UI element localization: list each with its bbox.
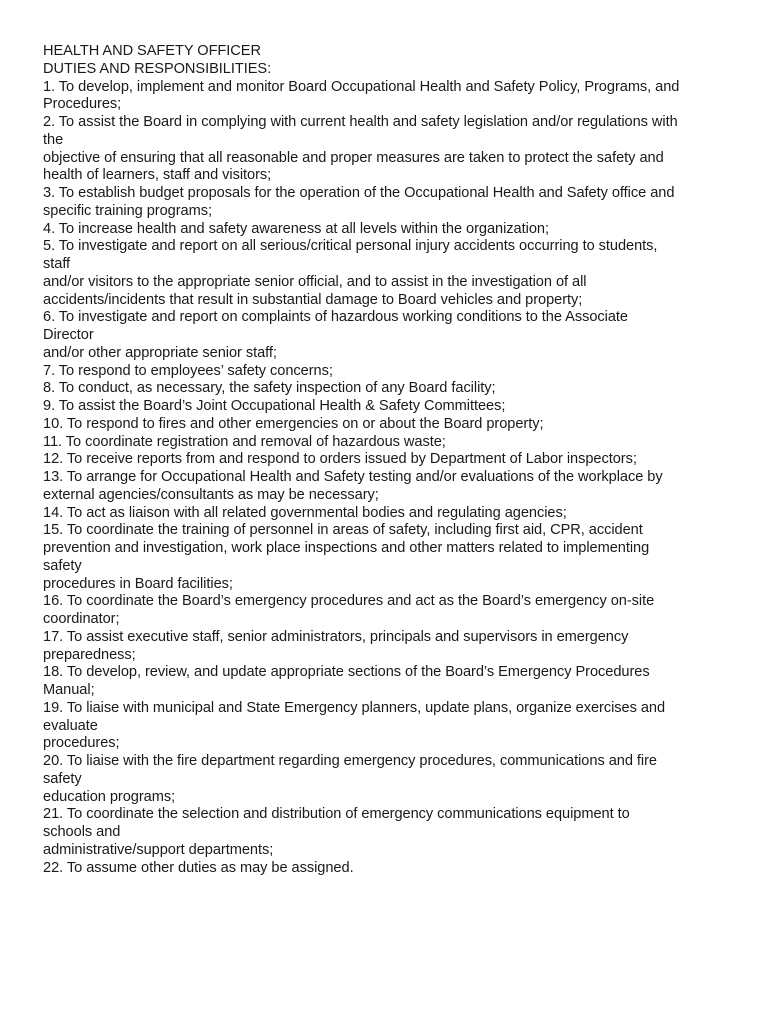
text-line: 2. To assist the Board in complying with current health and safety legislation and/or regulations with xyxy=(43,114,678,130)
text-line: accidents/incidents that result in substantial damage to Board vehicles and property; xyxy=(43,291,583,308)
text-line: 17. To assist executive staff, senior administrators, principals and supervisors in emergency xyxy=(43,628,629,645)
text-line: 8. To conduct, as necessary, the safety inspection of any Board facility; xyxy=(43,380,496,397)
text-line: 7. To respond to employees’ safety concerns; xyxy=(43,362,333,379)
document-body xyxy=(43,43,743,877)
text-line: 9. To assist the Board’s Joint Occupational Health & Safety Committees; xyxy=(43,398,506,414)
text-line: schools and xyxy=(43,824,121,840)
text-line: 22. To assume other duties as may be assigned. xyxy=(43,859,354,876)
text-line: 11. To coordinate registration and removal of hazardous waste; xyxy=(43,433,446,450)
text-line: and/or other appropriate senior staff; xyxy=(43,344,277,361)
text-line: Procedures; xyxy=(43,96,122,113)
text-line: health of learners, staff and visitors; xyxy=(43,167,272,184)
text-line: 13. To arrange for Occupational Health and Safety testing and/or evaluations of the workplace by xyxy=(43,469,663,485)
text-line: 4. To increase health and safety awareness at all levels within the organization; xyxy=(43,220,549,237)
text-line: procedures; xyxy=(43,735,120,752)
text-line: coordinator; xyxy=(43,611,120,627)
text-line: specific training programs; xyxy=(43,202,212,219)
text-line: preparedness; xyxy=(43,646,136,663)
text-line: external agencies/consultants as may be necessary; xyxy=(43,486,379,503)
text-line: and/or visitors to the appropriate senior official, and to assist in the investigation of all xyxy=(43,273,587,290)
text-line: 19. To liaise with municipal and State Emergency planners, update plans, organize exercises and xyxy=(43,699,666,716)
text-line: safety xyxy=(43,770,82,787)
text-line: 18. To develop, review, and update appropriate sections of the Board’s Emergency Procedures xyxy=(43,664,650,681)
text-line: 6. To investigate and report on complaints of hazardous working conditions to the Associate xyxy=(43,309,628,326)
text-line: procedures in Board facilities; xyxy=(43,575,233,592)
text-line: administrative/support departments; xyxy=(43,841,274,858)
text-line: 14. To act as liaison with all related governmental bodies and regulating agencies; xyxy=(43,504,567,521)
section-heading: DUTIES AND RESPONSIBILITIES: xyxy=(43,60,272,77)
text-line: education programs; xyxy=(43,788,176,805)
text-line: safety xyxy=(43,557,82,574)
text-line: 1. To develop, implement and monitor Board Occupational Health and Safety Policy, Programs, and xyxy=(43,78,680,95)
text-line: 3. To establish budget proposals for the operation of the Occupational Health and Safety office and xyxy=(43,185,675,201)
text-line: 16. To coordinate the Board’s emergency procedures and act as the Board’s emergency on-site xyxy=(43,593,655,610)
text-line: staff xyxy=(43,256,71,272)
text-line: 5. To investigate and report on all serious/critical personal injury accidents occurring to students, xyxy=(43,238,658,255)
text-line: objective of ensuring that all reasonable and proper measures are taken to protect the safety and xyxy=(43,149,664,166)
text-line: evaluate xyxy=(43,717,98,734)
text-line: 10. To respond to fires and other emergencies on or about the Board property; xyxy=(43,415,544,432)
text-line: Director xyxy=(43,327,94,343)
text-line: the xyxy=(43,131,64,148)
document-title: HEALTH AND SAFETY OFFICER xyxy=(43,43,261,59)
text-line: Manual; xyxy=(43,682,95,698)
text-line: 21. To coordinate the selection and distribution of emergency communications equipment to xyxy=(43,806,630,823)
text-line: prevention and investigation, work place inspections and other matters related to implementing xyxy=(43,540,650,556)
text-line: 12. To receive reports from and respond to orders issued by Department of Labor inspectors; xyxy=(43,451,637,468)
text-line: 20. To liaise with the fire department regarding emergency procedures, communications and fire xyxy=(43,753,657,769)
text-line: 15. To coordinate the training of personnel in areas of safety, including first aid, CPR, accident xyxy=(43,522,643,539)
